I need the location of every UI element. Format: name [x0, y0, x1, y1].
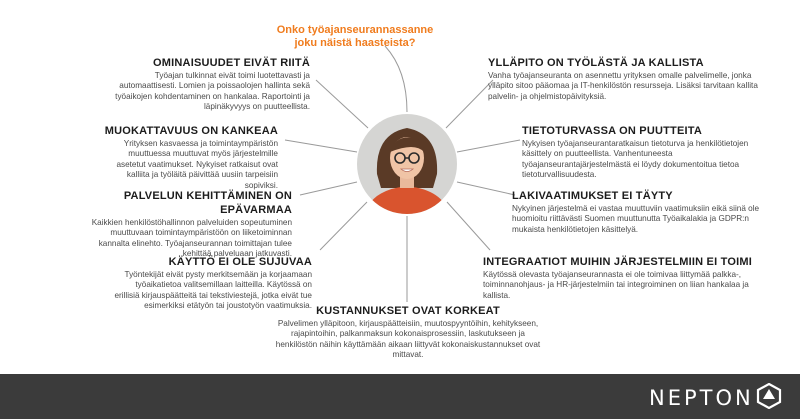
- challenge-text: Käytössä olevasta työajanseurannasta ei ole toimivaa liittymää palkka-, toiminnanohjaus- ja HR-järjestelmiin tai integroiminen on liian hankalaa ja kallista.: [483, 270, 749, 300]
- challenge-text: Palvelimen ylläpitoon, kirjauspäätteisiin, muutospyyntöihin, kehitykseen, rajapintoihin, palkanmaksun kokonaisprosessiin, laskutukseen ja henkilöstön näihin käyttämään aikaan liittyvät kokonaiskustannukset ovat mittavat.: [275, 319, 541, 360]
- connector-line: [457, 182, 515, 195]
- challenge-title: PALVELUN KEHITTÄMINEN ON EPÄVARMAA: [123, 190, 292, 216]
- challenge-features: [110, 56, 310, 113]
- challenge-development: [80, 189, 292, 260]
- question-connector: [385, 46, 407, 112]
- challenge-title: KUSTANNUKSET OVAT KORKEAT: [316, 305, 500, 317]
- challenge-text: Työntekijät eivät pysty merkitsemään ja korjaamaan työaikatietoa valitsemillaan laitteilla. Käytössä on erillisiä kirjauspäätteitä tai tekstiviestejä, jotka eivät tue esimerkiksi etätyön tai joustotyön vaatimuksia.: [114, 270, 312, 311]
- challenge-title: OMINAISUUDET EIVÄT RIITÄ: [153, 57, 310, 69]
- connector-line: [300, 182, 357, 195]
- connector-line: [446, 80, 493, 128]
- challenge-title: KÄYTTÖ EI OLE SUJUVAA: [168, 256, 312, 268]
- connector-line: [316, 80, 368, 128]
- challenge-text: Kaikkien henkilöstöhallinnon palveluiden sopeutuminen muuttuvaan toimintaympäristöön on liiketoiminnan kannalta elinehto. Työajanseurannan toimittajan tulee kehittää palveluaan jatkuvasti.: [91, 218, 292, 259]
- brand-wordmark: NEPTON: [649, 386, 754, 410]
- connector-line: [320, 202, 367, 250]
- nepton-logo-icon: [756, 383, 782, 409]
- challenge-integrations: [483, 255, 768, 301]
- challenge-title: TIETOTURVASSA ON PUUTTEITA: [522, 125, 702, 137]
- challenge-title: INTEGRAATIOT MUIHIN JÄRJESTELMIIN EI TOIMI: [483, 256, 752, 268]
- challenge-text: Nykyinen järjestelmä ei vastaa muuttuviin vaatimuksiin eikä siinä ole huomioitu riittävästi Suomen muuttunutta Työaikalakia ja GDPR:n mukaista henkilötietojen käsittelyä.: [512, 204, 760, 234]
- connector-line: [457, 140, 520, 152]
- challenge-text: Yrityksen kasvaessa ja toimintaympäristön muuttuessa muuttuvat myös järjestelmille asetetut vaatimukset. Nykyiset ratkaisut ovat kalliita ja työläitä päivittää uusiin tarpeisiin sopiviksi.: [116, 139, 278, 190]
- challenge-security: [522, 124, 772, 181]
- portrait-illustration: [357, 114, 457, 214]
- challenge-title: LAKIVAATIMUKSET EI TÄYTY: [512, 190, 673, 202]
- challenge-text: Nykyisen työajanseurantaratkaisun tietoturva ja henkilötietojen käsittely on puutteellista. Vanhentuneesta työajanseurantajärjestelmästä ei löydy dokumentoitua tietoa tietoturvallisuudesta.: [522, 139, 749, 180]
- challenge-text: Työajan tulkinnat eivät toimi luotettavasti ja automaattisesti. Lomien ja poissaolojen hallinta sekä työaikojen kohdentaminen on hankalaa. Raportointi ja läpinäkyvyys on puutteellista.: [115, 71, 310, 112]
- challenge-title: YLLÄPITO ON TYÖLÄSTÄ JA KALLISTA: [488, 57, 704, 69]
- challenge-costs: [272, 304, 544, 361]
- challenge-legal: [512, 189, 772, 235]
- connector-line: [447, 202, 490, 250]
- challenge-text: Vanha työajanseuranta on asennettu yrityksen omalle palvelimelle, jonka ylläpito sitoo pääomaa ja IT-henkilöstön resursseja. Lisäksi tarvitaan kallita palvelin- ja ohjelmistopäivityksiä.: [488, 71, 758, 101]
- challenge-flexibility: [98, 124, 278, 191]
- challenge-title: MUOKATTAVUUS ON KANKEAA: [104, 125, 278, 137]
- challenge-maintenance: [488, 56, 763, 102]
- woman-portrait: [357, 114, 457, 214]
- footer-bar: [0, 374, 800, 419]
- question-heading: Onko työajanseurannassanne joku näistä haasteista?: [276, 24, 434, 49]
- connector-line: [285, 140, 357, 152]
